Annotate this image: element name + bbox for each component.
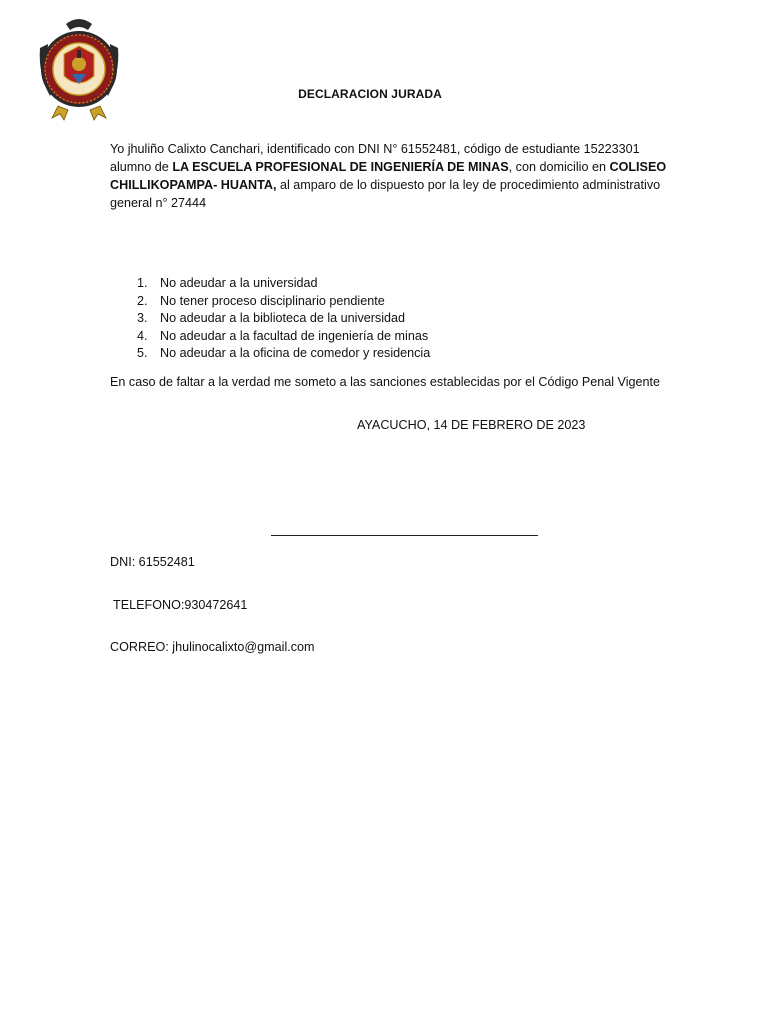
signature-line [271,535,538,536]
list-number: 2. [137,293,148,308]
document-title: DECLARACION JURADA [298,87,442,101]
list-item-text: No adeudar a la oficina de comedor y residencia [160,346,431,361]
paragraph-text-1: Yo jhuliño Calixto Canchari, identificado con DNI N° 61552481, código de estudiante 15223301 alumno de [110,142,640,174]
closing-statement: En caso de faltar a la verdad me someto a las sanciones establecidas por el Código Penal Vigente [110,375,661,389]
telefono-field: TELEFONO:930472641 [113,598,248,612]
list-item [110,310,630,328]
list-item [110,293,630,311]
list-item-text: No adeudar a la facultad de ingeniería de minas [160,328,429,343]
dni-field: DNI: 61552481 [110,555,195,569]
list-number: 1. [137,276,148,290]
paragraph-text-3: al amparo de lo dispuesto por la ley de procedimiento administrativo general n° 27444 [110,178,661,210]
correo-field: CORREO: jhulinocalixto@gmail.com [110,640,315,654]
paragraph-text-2: , con domicilio en [508,160,610,174]
list-item-text: No adeudar a la universidad [160,276,318,290]
list-number: 4. [137,328,148,343]
place-date: AYACUCHO, 14 DE FEBRERO DE 2023 [357,418,586,432]
declaration-list [110,275,630,363]
list-item-text: No tener proceso disciplinario pendiente [160,293,385,308]
paragraph-school: LA ESCUELA PROFESIONAL DE INGENIERÍA DE MINAS [172,160,509,174]
university-seal-icon [36,14,122,124]
list-item [110,345,630,363]
list-number: 3. [137,311,148,326]
list-number: 5. [137,346,148,361]
paragraph-address: COLISEO CHILLIKOPAMPA- HUANTA, [110,160,667,192]
list-item-text: No adeudar a la biblioteca de la universidad [160,311,406,326]
list-item [110,275,630,293]
declaration-paragraph [110,140,670,212]
list-item [110,328,630,346]
